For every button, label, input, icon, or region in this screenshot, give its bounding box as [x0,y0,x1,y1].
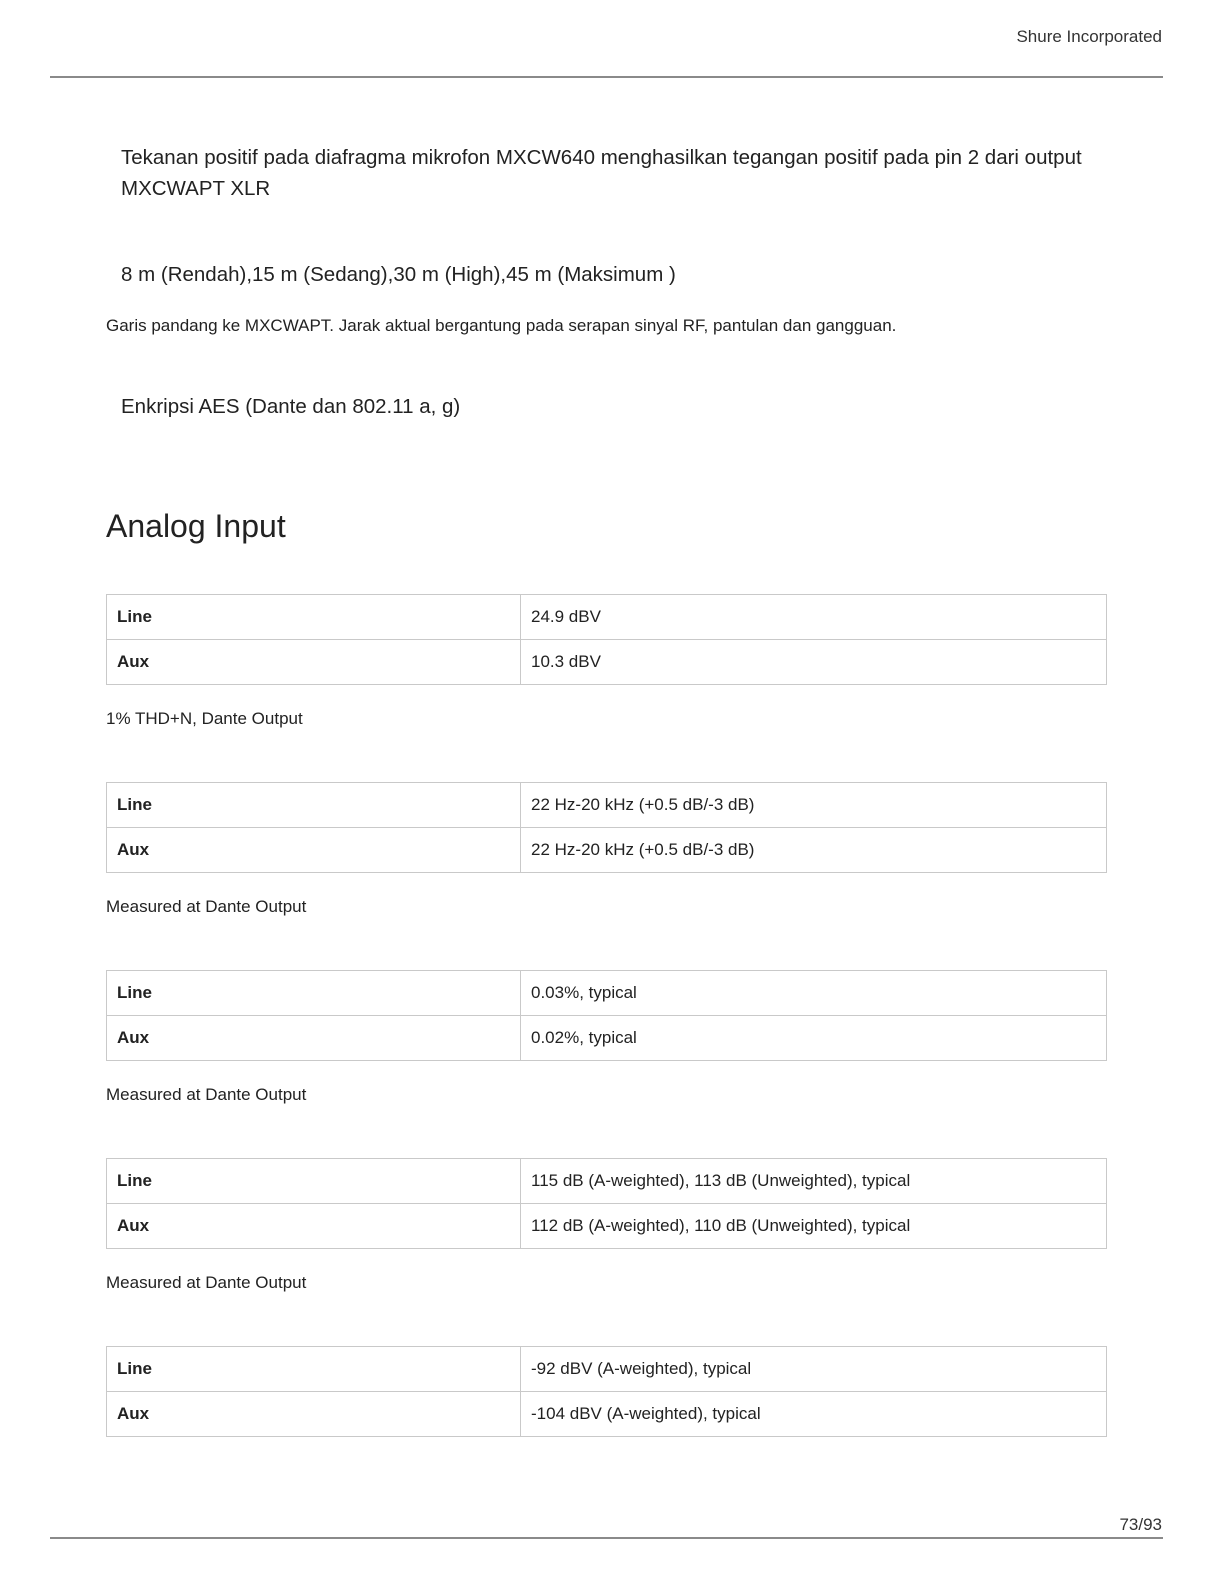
row-value: 112 dB (A-weighted), 110 dB (Unweighted), typical [521,1204,1107,1249]
table-note: Measured at Dante Output [106,1085,307,1104]
table-row [107,1204,1107,1249]
row-label: Line [107,971,521,1016]
range-text: 8 m (Rendah),15 m (Sedang),30 m (High),45 m (Maksimum ) [121,263,676,286]
table-row [107,640,1107,685]
row-value: -104 dBV (A-weighted), typical [521,1392,1107,1437]
polarity-text: Tekanan positif pada diafragma mikrofon MXCW640 menghasilkan tegangan positif pada pin 2 dari output MXCWAPT XLR [121,146,1082,200]
spec-table-frequency-response [106,782,1107,873]
row-label: Line [107,595,521,640]
row-value: -92 dBV (A-weighted), typical [521,1347,1107,1392]
header-divider [50,76,1163,78]
table-note: 1% THD+N, Dante Output [106,709,303,728]
row-label: Aux [107,1016,521,1061]
table-row [107,1016,1107,1061]
row-label: Line [107,783,521,828]
table-row [107,1392,1107,1437]
table-row [107,1159,1107,1204]
table-row [107,971,1107,1016]
spec-table-max-input [106,594,1107,685]
row-label: Line [107,1159,521,1204]
row-value: 24.9 dBV [521,595,1107,640]
encryption-text: Enkripsi AES (Dante dan 802.11 a, g) [121,395,461,418]
table-row [107,1347,1107,1392]
table-row [107,828,1107,873]
section-title: Analog Input [106,508,286,544]
row-label: Aux [107,828,521,873]
row-value: 0.03%, typical [521,971,1107,1016]
table-note: Measured at Dante Output [106,897,307,916]
row-value: 22 Hz-20 kHz (+0.5 dB/-3 dB) [521,828,1107,873]
spec-table-dynamic-range [106,1158,1107,1249]
table-row [107,595,1107,640]
row-value: 22 Hz-20 kHz (+0.5 dB/-3 dB) [521,783,1107,828]
row-value: 0.02%, typical [521,1016,1107,1061]
row-label: Line [107,1347,521,1392]
row-label: Aux [107,1204,521,1249]
spec-table-thd [106,970,1107,1061]
row-label: Aux [107,640,521,685]
spec-table-noise-floor [106,1346,1107,1437]
page-number: 73/93 [1119,1515,1162,1534]
range-note: Garis pandang ke MXCWAPT. Jarak aktual bergantung pada serapan sinyal RF, pantulan dan gangguan. [106,316,897,335]
row-label: Aux [107,1392,521,1437]
row-value: 115 dB (A-weighted), 113 dB (Unweighted), typical [521,1159,1107,1204]
header-company: Shure Incorporated [1016,27,1162,46]
row-value: 10.3 dBV [521,640,1107,685]
table-row [107,783,1107,828]
table-note: Measured at Dante Output [106,1273,307,1292]
footer-divider [50,1537,1163,1539]
